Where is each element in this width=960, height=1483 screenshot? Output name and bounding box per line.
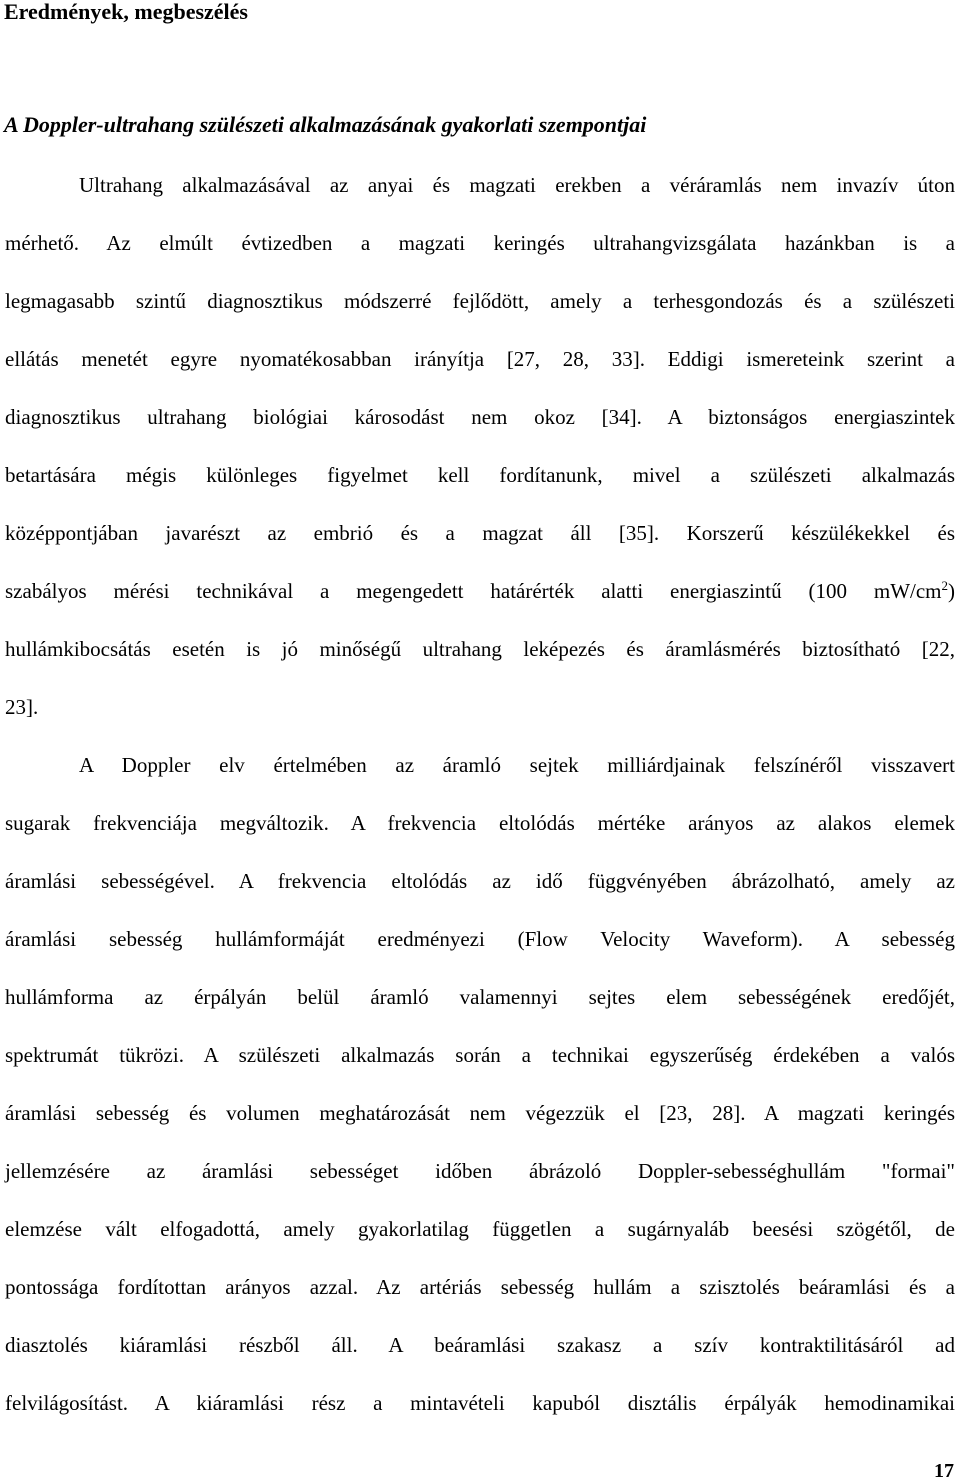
- text-line: hullámforma az érpályán belül áramló valamennyi sejtes elem sebességének eredőjét,: [5, 985, 955, 1009]
- text-line: Ultrahang alkalmazásával az anyai és magzati erekben a véráramlás nem invazív úton: [79, 173, 955, 197]
- text-line: 23].: [5, 695, 39, 719]
- text-line: spektrumát tükrözi. A szülészeti alkalmazás során a technikai egyszerűség érdekében a valós: [5, 1043, 955, 1067]
- text-line: diagnosztikus ultrahang biológiai károsodást nem okoz [34]. A biztonságos energiaszintek: [5, 405, 955, 429]
- text-line: diasztolés kiáramlási részből áll. A beáramlási szakasz a szív kontraktilitásáról ad: [5, 1333, 955, 1357]
- text-line: mérhető. Az elmúlt évtizedben a magzati keringés ultrahangvizsgálata hazánkban is a: [5, 231, 955, 255]
- text-line: legmagasabb szintű diagnosztikus módszerré fejlődött, amely a terhesgondozás és a szülészeti: [5, 289, 955, 313]
- subsection-heading: A Doppler-ultrahang szülészeti alkalmazásának gyakorlati szempontjai: [4, 112, 647, 137]
- section-heading: Eredmények, megbeszélés: [4, 0, 248, 24]
- text-line: betartására mégis különleges figyelmet kell fordítanunk, mivel a szülészeti alkalmazás: [5, 463, 955, 487]
- text-line: áramlási sebesség és volumen meghatározását nem végezzük el [23, 28]. A magzati keringés: [5, 1101, 955, 1125]
- text-line: elemzése vált elfogadottá, amely gyakorlatilag független a sugárnyaláb beesési szögétől, de: [5, 1217, 955, 1241]
- text-line: áramlási sebesség hullámformáját eredményezi (Flow Velocity Waveform). A sebesség: [5, 927, 955, 951]
- closing-paren: ): [948, 579, 955, 603]
- text-line: felvilágosítást. A kiáramlási rész a mintavételi kapuból disztális érpályák hemodinamikai: [5, 1391, 955, 1415]
- text-line: pontossága fordítottan arányos azzal. Az artériás sebesség hullám a szisztolés beáramlási és a: [5, 1275, 955, 1299]
- text-line: középpontjában javarészt az embrió és a magzat áll [35]. Korszerű készülékekkel és: [5, 521, 955, 545]
- text-line: jellemzésére az áramlási sebességet időben ábrázoló Doppler-sebességhullám "formai": [5, 1159, 955, 1183]
- text-line: áramlási sebességével. A frekvencia eltolódás az idő függvényében ábrázolható, amely az: [5, 869, 955, 893]
- text-line: A Doppler elv értelmében az áramló sejtek milliárdjainak felszínéről visszavert: [79, 753, 955, 777]
- text-line: sugarak frekvenciája megváltozik. A frekvencia eltolódás mértéke arányos az alakos elemek: [5, 811, 955, 835]
- text-line: ellátás menetét egyre nyomatékosabban irányítja [27, 28, 33]. Eddigi ismereteink szerint a: [5, 347, 955, 371]
- text-line-content: szabályos mérési technikával a megengedett határérték alatti energiaszintű (100 mW/cm: [5, 579, 942, 603]
- page-number: 17: [934, 1460, 954, 1482]
- text-line-with-superscript: [5, 577, 955, 605]
- superscript: 2: [941, 578, 948, 593]
- text-line: hullámkibocsátás esetén is jó minőségű ultrahang leképezés és áramlásmérés biztosítható [22,: [5, 637, 955, 661]
